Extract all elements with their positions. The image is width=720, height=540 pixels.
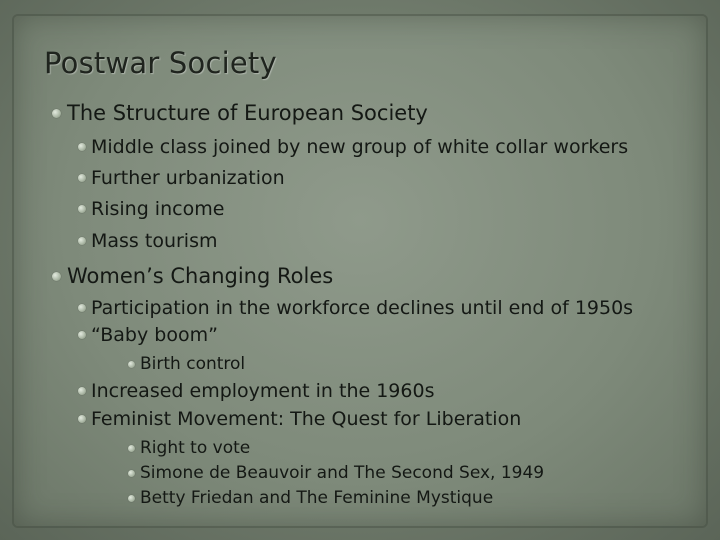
list-item <box>78 324 218 346</box>
round-bullet-icon <box>128 361 135 368</box>
round-bullet-icon <box>78 331 86 339</box>
list-item <box>78 408 521 430</box>
bullet-text: Further urbanization <box>91 167 285 189</box>
round-bullet-icon <box>78 304 86 312</box>
bullet-text: “Baby boom” <box>91 324 218 346</box>
round-bullet-icon <box>52 272 61 281</box>
list-item <box>78 380 434 402</box>
bullet-text: Participation in the workforce declines until end of 1950s <box>91 297 634 319</box>
bullet-text: Feminist Movement: The Quest for Liberation <box>91 408 522 430</box>
sub-list-item <box>128 354 245 374</box>
list-item <box>78 167 285 189</box>
round-bullet-icon <box>78 205 86 213</box>
bullet-text: Simone de Beauvoir and The Second Sex, 1949 <box>140 463 545 483</box>
sub-list-item <box>128 463 544 483</box>
bullet-text: Women’s Changing Roles <box>67 264 334 288</box>
section-heading-european-society <box>52 101 428 125</box>
bullet-text: Rising income <box>91 198 225 220</box>
round-bullet-icon <box>78 174 86 182</box>
round-bullet-icon <box>52 109 61 118</box>
sub-list-item <box>128 488 493 508</box>
list-item <box>78 230 218 252</box>
bullet-text: The Structure of European Society <box>67 101 428 125</box>
bullet-text: Mass tourism <box>91 230 218 252</box>
bullet-text: Birth control <box>140 354 246 374</box>
list-item <box>78 297 633 319</box>
section-heading-womens-roles <box>52 264 333 288</box>
round-bullet-icon <box>128 470 135 477</box>
bullet-text: Right to vote <box>140 438 251 458</box>
round-bullet-icon <box>128 445 135 452</box>
round-bullet-icon <box>78 387 86 395</box>
round-bullet-icon <box>78 237 86 245</box>
list-item <box>78 198 224 220</box>
bullet-text: Increased employment in the 1960s <box>91 380 435 402</box>
sub-list-item <box>128 438 250 458</box>
bullet-text: Betty Friedan and The Feminine Mystique <box>140 488 494 508</box>
bullet-text: Middle class joined by new group of white collar workers <box>91 136 629 158</box>
list-item <box>78 136 628 158</box>
round-bullet-icon <box>78 143 86 151</box>
round-bullet-icon <box>128 495 135 502</box>
slide-title: Postwar Society <box>44 46 277 80</box>
round-bullet-icon <box>78 415 86 423</box>
